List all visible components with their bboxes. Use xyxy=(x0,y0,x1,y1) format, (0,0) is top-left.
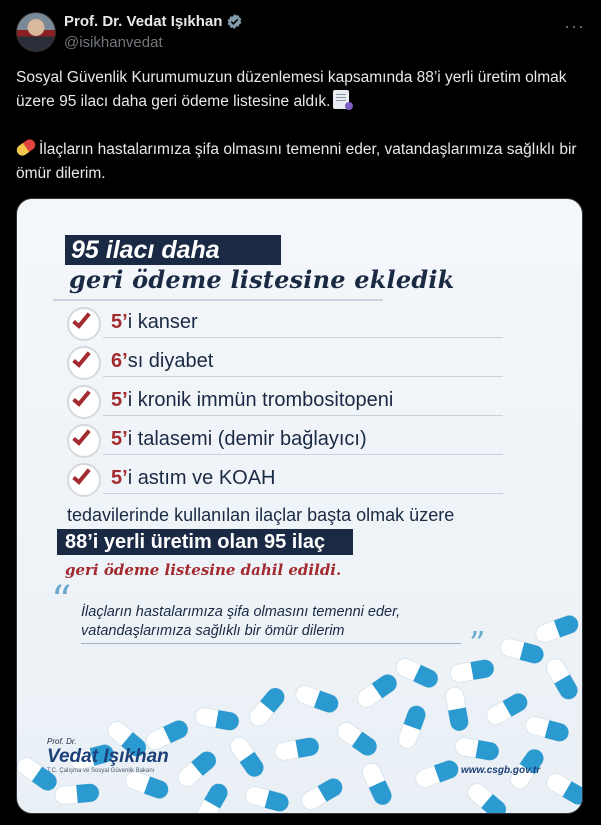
tweet-image[interactable] xyxy=(16,198,583,814)
item-label: sı diyabet xyxy=(127,350,214,372)
quote-line-1: İlaçların hastalarımıza şifa olmasını temenni eder, xyxy=(81,604,401,620)
list-item xyxy=(67,346,527,380)
item-count: 5’ xyxy=(111,311,128,333)
pill-emoji-icon xyxy=(15,137,38,157)
quote-close-icon: ” xyxy=(469,624,486,662)
list-item xyxy=(67,385,527,419)
list-item xyxy=(67,463,527,497)
author-name-row xyxy=(64,13,243,30)
list-item xyxy=(67,424,527,458)
quote-line-2: vatandaşlarımıza sağlıklı bir ömür dilerim xyxy=(81,623,345,639)
check-icon xyxy=(67,463,107,497)
divider xyxy=(81,643,461,644)
item-count: 5’ xyxy=(111,467,128,489)
tweet-header xyxy=(16,12,585,56)
avatar[interactable] xyxy=(16,12,56,52)
quote-open-icon: “ xyxy=(51,578,72,624)
check-icon xyxy=(67,385,107,419)
tweet-paragraph-2: İlaçların hastalarımıza şifa olmasını temenni eder, vatandaşlarımıza sağlıklı bir ömür dilerim. xyxy=(16,138,586,186)
tweet-paragraph-1: Sosyal Güvenlik Kurumumuzun düzenlemesi kapsamında 88’i yerli üretim olmak üzere 95 ilacı daha geri ödeme listesine aldık. xyxy=(16,69,571,110)
item-label: i astım ve KOAH xyxy=(127,467,276,489)
author-handle[interactable]: @isikhanvedat xyxy=(64,34,163,51)
subline: tedavilerinde kullanılan ilaçlar başta olmak üzere xyxy=(67,505,455,525)
headline-box xyxy=(65,235,281,265)
list-item xyxy=(67,307,527,341)
item-label: i kronik immün trombositopeni xyxy=(127,389,394,411)
author-name[interactable]: Prof. Dr. Vedat Işıkhan xyxy=(64,13,223,30)
quote-text xyxy=(81,603,400,641)
item-count: 6’ xyxy=(111,350,128,372)
check-icon xyxy=(67,307,107,341)
item-label: i kanser xyxy=(127,311,198,333)
brand-signature xyxy=(47,737,169,774)
divider xyxy=(53,299,383,301)
website-url: www.csgb.gov.tr xyxy=(461,765,541,776)
item-count: 5’ xyxy=(111,428,128,450)
item-label: i talasemi (demir bağlayıcı) xyxy=(127,428,367,450)
brand-title: T.C. Çalışma ve Sosyal Güvenlik Bakanı xyxy=(47,768,155,774)
brand-name: Vedat Işıkhan xyxy=(47,746,169,767)
subline-2: geri ödeme listesine dahil edildi. xyxy=(65,561,342,579)
brand-prefix: Prof. Dr. xyxy=(47,737,77,746)
check-icon xyxy=(67,424,107,458)
document-emoji-icon xyxy=(333,90,349,109)
headline-subtitle: geri ödeme listesine ekledik xyxy=(69,265,455,294)
item-count: 5’ xyxy=(111,389,128,411)
more-options-icon[interactable]: ··· xyxy=(564,16,585,36)
headline-title: 95 ilacı daha xyxy=(71,236,220,264)
highlight-text: 88’i yerli üretim olan 95 ilaç xyxy=(65,531,326,553)
verified-badge-icon xyxy=(226,13,243,30)
check-icon xyxy=(67,346,107,380)
tweet-text xyxy=(16,66,586,186)
highlight-box xyxy=(57,529,353,555)
